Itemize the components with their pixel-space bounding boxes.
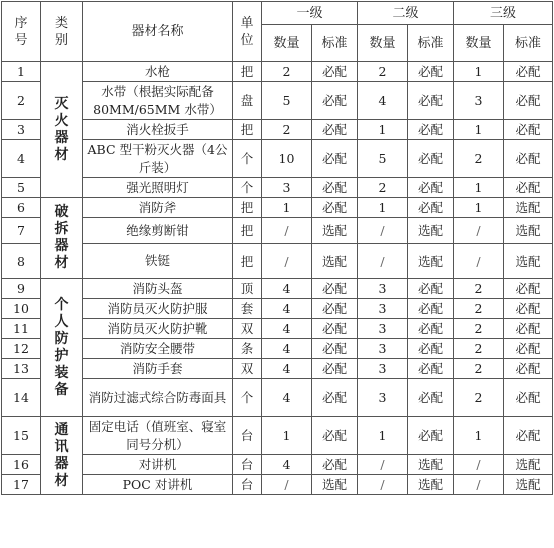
cell-std-2: 必配	[408, 299, 454, 319]
cell-std-1: 必配	[312, 319, 358, 339]
cell-std-1: 选配	[312, 218, 358, 244]
header-category	[41, 2, 83, 62]
cell-unit: 套	[233, 299, 262, 319]
cell-unit: 个	[233, 379, 262, 417]
cell-seq: 12	[2, 339, 41, 359]
cell-std-2: 必配	[408, 359, 454, 379]
cell-seq: 5	[2, 178, 41, 198]
cell-qty-1: 10	[262, 140, 312, 178]
table-row	[2, 475, 553, 495]
cell-qty-3: 1	[454, 178, 504, 198]
cell-name: 铁铤	[83, 244, 233, 279]
cell-std-3: 必配	[504, 319, 553, 339]
category-label: 个人防护装备	[54, 296, 69, 398]
cell-name: 绝缘剪断钳	[83, 218, 233, 244]
cell-std-2: 必配	[408, 279, 454, 299]
cell-unit: 顶	[233, 279, 262, 299]
table-row	[2, 417, 553, 455]
table-row	[2, 279, 553, 299]
cell-qty-2: 1	[358, 417, 408, 455]
cell-std-2: 必配	[408, 82, 454, 120]
cell-name: 水带（根据实际配备80MM/65MM 水带）	[83, 82, 233, 120]
cell-qty-1: 1	[262, 198, 312, 218]
cell-qty-2: 3	[358, 379, 408, 417]
cell-qty-3: 1	[454, 120, 504, 140]
cell-std-2: 必配	[408, 62, 454, 82]
cell-qty-2: 5	[358, 140, 408, 178]
cell-std-1: 选配	[312, 475, 358, 495]
cell-name: 固定电话（值班室、寝室同号分机）	[83, 417, 233, 455]
cell-std-2: 必配	[408, 339, 454, 359]
cell-std-1: 必配	[312, 140, 358, 178]
cell-std-3: 必配	[504, 140, 553, 178]
header-qty-2: 数量	[358, 25, 408, 62]
cell-qty-2: 3	[358, 299, 408, 319]
cell-std-3: 必配	[504, 379, 553, 417]
header-unit	[233, 2, 262, 62]
header-level2: 二级	[358, 2, 454, 25]
cell-qty-2: /	[358, 475, 408, 495]
cell-seq: 3	[2, 120, 41, 140]
cell-qty-2: 4	[358, 82, 408, 120]
cell-name: 消防员灭火防护靴	[83, 319, 233, 339]
cell-std-3: 必配	[504, 279, 553, 299]
table-row	[2, 319, 553, 339]
cell-seq: 15	[2, 417, 41, 455]
cell-qty-1: /	[262, 475, 312, 495]
header-std-3: 标准	[504, 25, 553, 62]
cell-qty-2: 2	[358, 178, 408, 198]
table-header	[2, 2, 553, 62]
header-std-1: 标准	[312, 25, 358, 62]
header-name: 器材名称	[83, 2, 233, 62]
cell-unit: 把	[233, 62, 262, 82]
cell-unit: 盘	[233, 82, 262, 120]
header-qty-3: 数量	[454, 25, 504, 62]
cell-std-1: 必配	[312, 455, 358, 475]
cell-std-2: 选配	[408, 475, 454, 495]
cell-std-1: 必配	[312, 62, 358, 82]
cell-qty-1: 4	[262, 455, 312, 475]
category-label: 破拆器材	[54, 204, 69, 271]
cell-seq: 17	[2, 475, 41, 495]
cell-unit: 把	[233, 198, 262, 218]
cell-std-2: 必配	[408, 198, 454, 218]
cell-qty-3: 1	[454, 62, 504, 82]
header-qty-1: 数量	[262, 25, 312, 62]
cell-seq: 11	[2, 319, 41, 339]
category-label: 通讯器材	[54, 421, 69, 489]
cell-seq: 9	[2, 279, 41, 299]
cell-std-1: 必配	[312, 82, 358, 120]
cell-name: 水枪	[83, 62, 233, 82]
cell-name: 消防安全腰带	[83, 339, 233, 359]
cell-seq: 7	[2, 218, 41, 244]
cell-name: 强光照明灯	[83, 178, 233, 198]
cell-std-3: 必配	[504, 299, 553, 319]
cell-qty-3: 1	[454, 417, 504, 455]
cell-qty-3: 2	[454, 140, 504, 178]
table-body	[2, 62, 553, 495]
cell-unit: 个	[233, 178, 262, 198]
cell-std-3: 选配	[504, 198, 553, 218]
cell-name: 消防头盔	[83, 279, 233, 299]
cell-qty-1: 4	[262, 359, 312, 379]
cell-name: 消火栓扳手	[83, 120, 233, 140]
cell-name: 消防员灭火防护服	[83, 299, 233, 319]
table-row	[2, 178, 553, 198]
cell-unit: 个	[233, 140, 262, 178]
cell-unit: 台	[233, 475, 262, 495]
cell-std-3: 选配	[504, 455, 553, 475]
cell-std-1: 必配	[312, 279, 358, 299]
cell-qty-2: 3	[358, 339, 408, 359]
cell-unit: 双	[233, 319, 262, 339]
cell-qty-1: 2	[262, 62, 312, 82]
cell-std-1: 必配	[312, 198, 358, 218]
table-row	[2, 455, 553, 475]
cell-qty-1: /	[262, 244, 312, 279]
table-row	[2, 82, 553, 120]
cell-qty-1: 4	[262, 339, 312, 359]
cell-name: 消防过滤式综合防毒面具	[83, 379, 233, 417]
table-row	[2, 140, 553, 178]
cell-qty-3: 2	[454, 299, 504, 319]
cell-seq: 4	[2, 140, 41, 178]
cell-std-3: 必配	[504, 62, 553, 82]
table-row	[2, 218, 553, 244]
cell-qty-2: /	[358, 244, 408, 279]
cell-category	[41, 198, 83, 279]
cell-qty-2: 1	[358, 120, 408, 140]
cell-qty-3: 2	[454, 339, 504, 359]
cell-std-1: 必配	[312, 178, 358, 198]
table-row	[2, 120, 553, 140]
cell-qty-2: /	[358, 455, 408, 475]
cell-qty-2: 3	[358, 279, 408, 299]
cell-std-2: 必配	[408, 319, 454, 339]
cell-qty-2: 3	[358, 319, 408, 339]
cell-seq: 2	[2, 82, 41, 120]
cell-qty-1: 4	[262, 319, 312, 339]
cell-std-1: 必配	[312, 379, 358, 417]
cell-unit: 条	[233, 339, 262, 359]
table-row	[2, 299, 553, 319]
cell-qty-3: 2	[454, 379, 504, 417]
cell-qty-1: 3	[262, 178, 312, 198]
cell-std-1: 必配	[312, 417, 358, 455]
cell-std-2: 必配	[408, 379, 454, 417]
cell-qty-1: 4	[262, 279, 312, 299]
cell-std-1: 必配	[312, 120, 358, 140]
cell-seq: 1	[2, 62, 41, 82]
cell-name: 消防斧	[83, 198, 233, 218]
cell-std-1: 必配	[312, 359, 358, 379]
cell-name: 对讲机	[83, 455, 233, 475]
cell-seq: 16	[2, 455, 41, 475]
cell-qty-3: /	[454, 218, 504, 244]
cell-name: ABC 型干粉灭火器（4公斤装）	[83, 140, 233, 178]
cell-std-2: 必配	[408, 140, 454, 178]
cell-std-2: 选配	[408, 218, 454, 244]
cell-qty-3: 3	[454, 82, 504, 120]
category-label: 灭火器材	[54, 95, 69, 163]
header-level3: 三级	[454, 2, 553, 25]
table-row	[2, 244, 553, 279]
cell-qty-2: 2	[358, 62, 408, 82]
header-seq-label: 序号	[14, 15, 28, 48]
cell-qty-3: 2	[454, 319, 504, 339]
cell-std-3: 必配	[504, 82, 553, 120]
table-row	[2, 62, 553, 82]
table-row	[2, 359, 553, 379]
cell-unit: 把	[233, 120, 262, 140]
header-seq	[2, 2, 41, 62]
cell-name: 消防手套	[83, 359, 233, 379]
cell-std-1: 选配	[312, 244, 358, 279]
cell-std-1: 必配	[312, 299, 358, 319]
cell-qty-1: 2	[262, 120, 312, 140]
cell-std-3: 选配	[504, 475, 553, 495]
cell-seq: 13	[2, 359, 41, 379]
cell-name: POC 对讲机	[83, 475, 233, 495]
cell-std-2: 必配	[408, 120, 454, 140]
cell-category	[41, 417, 83, 495]
cell-qty-2: /	[358, 218, 408, 244]
cell-std-3: 选配	[504, 244, 553, 279]
table-row	[2, 379, 553, 417]
cell-qty-1: 4	[262, 299, 312, 319]
cell-qty-3: 2	[454, 359, 504, 379]
cell-qty-3: 1	[454, 198, 504, 218]
cell-std-2: 必配	[408, 417, 454, 455]
cell-std-1: 必配	[312, 339, 358, 359]
header-std-2: 标准	[408, 25, 454, 62]
header-category-label: 类别	[54, 15, 68, 48]
table-row	[2, 339, 553, 359]
equipment-table	[1, 1, 553, 495]
cell-std-2: 选配	[408, 244, 454, 279]
cell-seq: 10	[2, 299, 41, 319]
cell-std-3: 必配	[504, 359, 553, 379]
cell-seq: 6	[2, 198, 41, 218]
cell-unit: 双	[233, 359, 262, 379]
header-unit-label: 单位	[240, 15, 254, 48]
cell-qty-2: 1	[358, 198, 408, 218]
cell-std-3: 必配	[504, 178, 553, 198]
cell-qty-3: /	[454, 455, 504, 475]
cell-unit: 台	[233, 455, 262, 475]
cell-unit: 把	[233, 244, 262, 279]
cell-std-3: 选配	[504, 218, 553, 244]
cell-std-3: 必配	[504, 120, 553, 140]
cell-qty-3: /	[454, 475, 504, 495]
cell-unit: 台	[233, 417, 262, 455]
cell-seq: 14	[2, 379, 41, 417]
cell-qty-1: 4	[262, 379, 312, 417]
cell-category	[41, 279, 83, 417]
cell-category	[41, 62, 83, 198]
cell-seq: 8	[2, 244, 41, 279]
table-row	[2, 198, 553, 218]
cell-qty-1: 5	[262, 82, 312, 120]
cell-qty-1: 1	[262, 417, 312, 455]
cell-qty-3: 2	[454, 279, 504, 299]
cell-std-3: 必配	[504, 339, 553, 359]
cell-unit: 把	[233, 218, 262, 244]
cell-qty-2: 3	[358, 359, 408, 379]
cell-qty-1: /	[262, 218, 312, 244]
cell-qty-3: /	[454, 244, 504, 279]
cell-std-3: 必配	[504, 417, 553, 455]
cell-std-2: 选配	[408, 455, 454, 475]
header-level1: 一级	[262, 2, 358, 25]
cell-std-2: 必配	[408, 178, 454, 198]
